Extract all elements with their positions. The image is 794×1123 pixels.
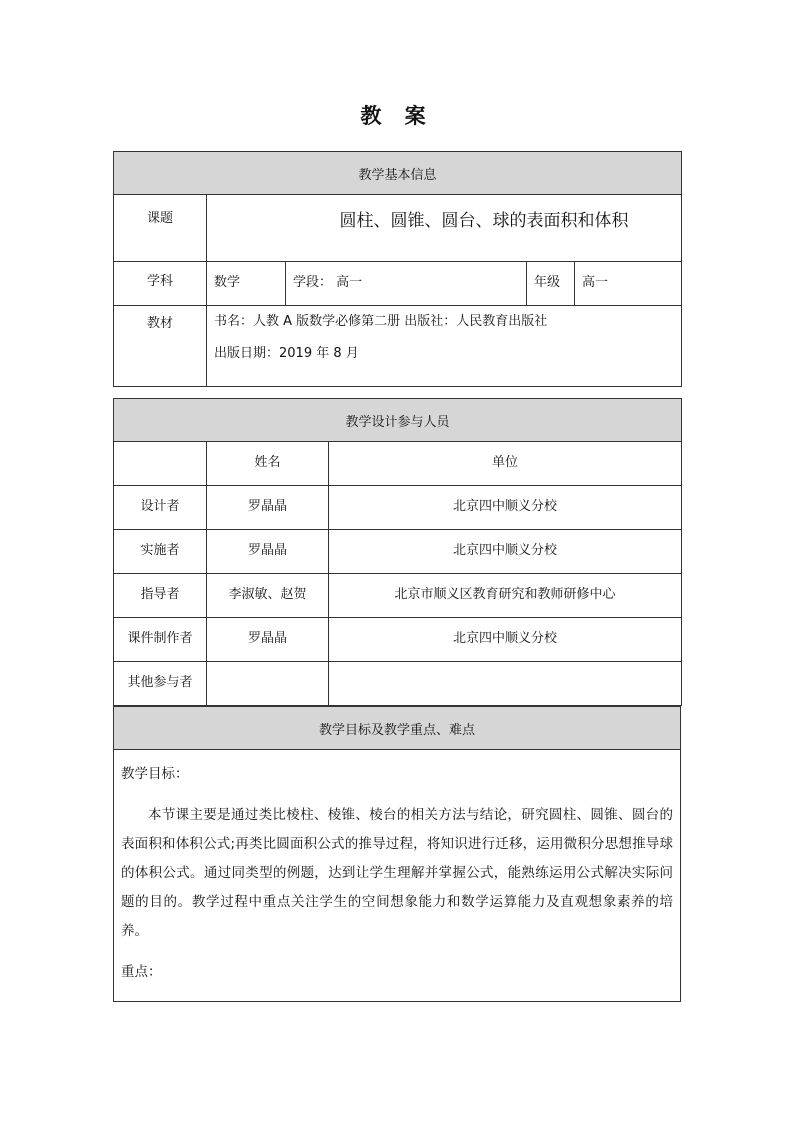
material-label: 教材 bbox=[114, 306, 207, 387]
role-cell: 实施者 bbox=[114, 530, 207, 574]
table-row bbox=[114, 530, 682, 574]
table-row bbox=[114, 618, 682, 662]
unit-cell: 北京四中顺义分校 bbox=[329, 486, 682, 530]
goals-table bbox=[113, 706, 681, 1002]
column-header-unit: 单位 bbox=[329, 442, 682, 486]
key-points-label: 重点： bbox=[121, 964, 162, 980]
role-cell: 课件制作者 bbox=[114, 618, 207, 662]
name-cell: 罗晶晶 bbox=[207, 486, 329, 530]
document-title: 教 案 bbox=[360, 104, 434, 128]
goal-paragraph: 本节课主要是通过类比棱柱、棱锥、棱台的相关方法与结论，研究圆柱、圆锥、圆台的表面积和体积公式;再类比圆面积公式的推导过程，将知识进行迁移，运用微积分思想推导球的体积公式。通过同类型的例题，达到让学生理解并掌握公式，能熟练运用公式解决实际问题的目的。教学过程中重点关注学生的空间想象能力和数学运算能力及直观想象素养的培养。 bbox=[121, 807, 673, 939]
table-row bbox=[114, 442, 682, 486]
name-cell bbox=[207, 662, 329, 706]
unit-cell bbox=[329, 662, 682, 706]
role-cell: 指导者 bbox=[114, 574, 207, 618]
topic-value: 圆柱、圆锥、圆台、球的表面积和体积 bbox=[339, 211, 629, 231]
table-row bbox=[114, 486, 682, 530]
material-line-2: 出版日期：2019 年 8 月 bbox=[214, 346, 359, 361]
basic-info-header: 教学基本信息 bbox=[114, 152, 682, 195]
role-cell: 其他参与者 bbox=[114, 662, 207, 706]
grade-label: 年级 bbox=[527, 262, 575, 306]
column-header-name: 姓名 bbox=[207, 442, 329, 486]
name-cell: 罗晶晶 bbox=[207, 530, 329, 574]
unit-cell: 北京四中顺义分校 bbox=[329, 530, 682, 574]
table-row bbox=[114, 662, 682, 706]
goal-label: 教学目标： bbox=[121, 766, 189, 782]
name-cell: 李淑敏、赵贺 bbox=[207, 574, 329, 618]
topic-label: 课题 bbox=[114, 195, 207, 262]
basic-info-table bbox=[113, 151, 682, 387]
unit-cell: 北京四中顺义分校 bbox=[329, 618, 682, 662]
grade-value: 高一 bbox=[575, 262, 682, 306]
participants-table bbox=[113, 398, 682, 706]
subject-label: 学科 bbox=[114, 262, 207, 306]
material-line-1: 书名：人教 A 版数学必修第二册 出版社：人民教育出版社 bbox=[214, 314, 548, 329]
subject-value: 数学 bbox=[207, 262, 286, 306]
table-row bbox=[114, 574, 682, 618]
stage-label: 学段： 高一 bbox=[286, 262, 527, 306]
goals-header: 教学目标及教学重点、难点 bbox=[114, 707, 681, 750]
name-cell: 罗晶晶 bbox=[207, 618, 329, 662]
participants-header: 教学设计参与人员 bbox=[114, 399, 682, 442]
unit-cell: 北京市顺义区教育研究和教师研修中心 bbox=[329, 574, 682, 618]
role-cell: 设计者 bbox=[114, 486, 207, 530]
goals-content bbox=[114, 750, 681, 1002]
